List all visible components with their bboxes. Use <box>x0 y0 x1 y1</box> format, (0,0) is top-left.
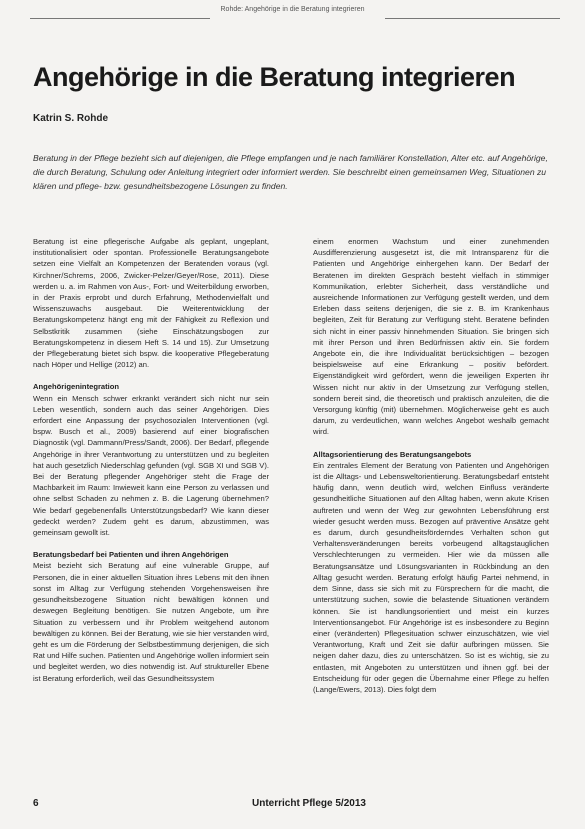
column-left <box>33 236 269 695</box>
header-rule-left <box>30 18 210 19</box>
column-right <box>313 236 549 706</box>
paragraph-intro: Beratung ist eine pflegerische Aufgabe als geplant, ungeplant, institutionalisiert oder spontan. Professionelle Beratungsangebote setzen eine Vielfalt an Kompetenzen der Beratenden voraus (vgl. Kirchner/Schrems, 2006, Zwicker-Pelzer/Geyer/Rose, 2011). Diese werden u. a. im Rahmen von Aus-, Fort- und Weiterbildung erworben, in der Praxis erprobt und durch Erfahrung, Methodenvielfalt und Wissenszuwachs ausgebaut. Die Weiterentwicklung der Beratungskompetenz hängt eng mit der Fähigkeit zu Reflexion und Selbstkritik zusammen (siehe Einschätzungsbogen zur Beratungskompetenz in diesem Heft S. 14 und 15). Zur Umsetzung der Pflegeberatung bietet sich bspw. die kooperative Pflegeberatung nach Höper und Hellige (2012) an. <box>33 237 269 370</box>
heading-angehoerigenintegration: Angehörigenintegration <box>33 382 120 392</box>
article-author: Katrin S. Rohde <box>33 113 109 124</box>
heading-alltagsorientierung: Alltagsorientierung des Beratungsangebots <box>313 449 472 459</box>
paragraph-angehoerigenintegration: Wenn ein Mensch schwer erkrankt verändert sich nicht nur sein Leben wesentlich, sondern auch das seiner Angehörigen. Dies erfordert eine Anpassung der psychosozialen Interventionen (vgl. bspw. Busch et al., 2009) basierend auf einer biografischen Diagnostik (vgl. Dammann/Press/Sandt, 2006). Der Bedarf, pflegende Angehörige in ihrer Verantwortung zu unterstützen und zu begleiten hat auch gesetzlich Niederschlag gefunden (vgl. SGB XI und SGB V). Bei der Beratung pflegender Angehöriger steht die Frage der Machbarkeit im Raum: Inwieweit kann eine Person zu verlassen und ohne selbst Schaden zu nehmen z. B. die Lagerung übernehmen? Wie bedarf gegebenenfalls Unterstützungsbedarf? Wie kann dieser gedeckt werden? Zudem geht es darum, abzustimmen, was gemeinsam gewollt ist. <box>33 393 269 538</box>
journal-issue: Unterricht Pflege 5/2013 <box>252 798 366 809</box>
article-lead: Beratung in der Pflege bezieht sich auf diejenigen, die Pflege empfangen und je nach familiärer Konstellation, Alter etc. auf Angehörige, die durch Beratung, Schulung oder Anleitung integriert oder informiert werden. Sie beschreibt einen gemeinsamen Weg, Situationen zu klären und pflege- bzw. gesundheitsbezogene Lösungen zu finden. <box>33 153 548 191</box>
heading-beratungsbedarf: Beratungsbedarf bei Patienten und ihren Angehörigen <box>33 550 229 560</box>
article-title: Angehörige in die Beratung integrieren <box>33 62 516 92</box>
paragraph-alltagsorientierung: Ein zentrales Element der Beratung von Patienten und Angehörigen ist die Alltags- und Lebensweltorientierung. Beratungsbedarf entsteht häufig dann, wenn deutlich wird, welchen Einfluss veränderte gesundheitliche Situationen auf den Alltag haben, wenn akute Krisen auftreten und wenn der Weg zur gewohnten Lebensführung erst wieder gesucht werden muss. Bezogen auf präventive Ansätze geht es darum, durch gesundheitsförderndes Verhalten schon gut Verhaltensveränderungen bereits vorbeugend alltagstauglichen Verschlechterungen zu vermeiden. Hier wie da müssen alle Beratungsansätze und Lösungsvarianten in Rückbindung an den Alltag gesucht werden. Beratung erfolgt häufig Partei nehmend, in dem Sinne, dass sie sich mit zu Fürsprechern für die macht, die unterstützung suchen, sowie die belastende Situationen verändern können. Sie ist handlungsorientiert und meist ein kurzes Interventionsangebot. Für Angehörige ist es insbesondere zu Beginn einer (veränderten) Pflegesituation schwer einzuschätzen, wie viel Verantwortung, Kraft und Zeit sie dafür aufbringen müssen. Sie neigen daher dazu, dies zu unterschätzen. So ist es wichtig, sie zu entlasten, mit Angeboten zu unterstützen und ihnen ggf. bei der Entscheidung für oder gegen die Übernahme einer Pflege zu helfen (Lange/Ewers, 2013). Dies folgt dem <box>313 460 549 694</box>
paragraph-right-continuation: einem enormen Wachstum und einer zunehmenden Ausdifferenzierung ausgesetzt ist, die mit Intransparenz für die Patienten und Angehörige einhergehen kann. Der Bedarf der Beratenen im direkten Gespräch besteht vielfach in stimmiger Kommunikation, erlebter Sicherheit, dass verständliche und ausreichende Informationen zur Verfügung gestellt werden, und dem Erleben dass seitens derjenigen, die sie z. B. im Krankenhaus begleiten, Zeit für Beratung zur Verfügung steht. Beratene befinden sich nicht in einer passiv hinnehmenden Situation. Sie bringen sich mit ihrer Person und ihren Bedürfnissen aktiv ein. Sie fordern Angebote ein, die ihre Individualität berücksichtigen – bezogen beispielsweise auf eine Erkrankung – positiv befördert. Eigenständigkeit wird gefördert, wenn die jeweiligen Experten ihr Wissen nicht nur aktiv in der Umsetzung zur Verfügung stellen, sondern bereit sind, die theoretisch und praktisch anzuleiten, die die Versorgung künftig (mit) übernehmen. Möglicherweise geht es auch darum, zu verdeutlichen, wann welches Angebot weshalb gemacht wird. <box>313 237 549 437</box>
page-number: 6 <box>33 798 39 809</box>
header-rule-right <box>385 18 560 19</box>
paragraph-beratungsbedarf: Meist bezieht sich Beratung auf eine vulnerable Gruppe, auf Personen, die in einer aktuellen Situation ihres Lebens mit den ihnen sonst im Alltag zur Verfügung stehenden Vorgehensweisen ihre gesundheitsbezogene Situation nicht bewältigen können und deswegen Begleitung benötigen. Sie nutzen Angebote, um ihre Situation zu verbessern und ihr Problem weitgehend autonom bewältigen zu können. Bei der Beratung, wie sie hier verstanden wird, geht es um die Förderung der Selbstbestimmung derjenigen, die sich Rat und Hilfe suchen. Patienten und Angehörige wollen informiert sein und begleitet werden, wo dies notwendig ist. Auf struktureller Ebene ist Beratung erforderlich, weil das Gesundheitssystem <box>33 561 269 683</box>
running-head: Rohde: Angehörige in die Beratung integrieren <box>220 6 365 13</box>
